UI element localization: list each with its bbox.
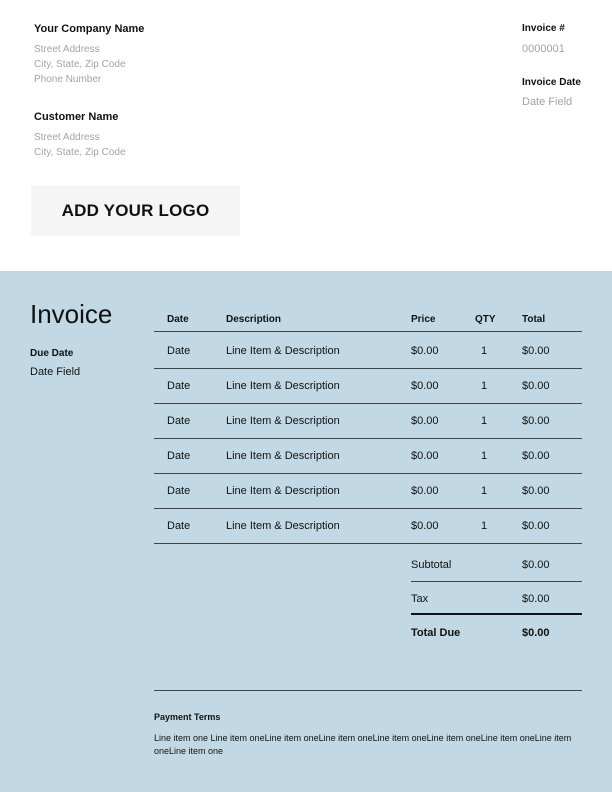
row-4-price: $0.00 xyxy=(411,450,439,462)
row-5-description: Line Item & Description xyxy=(226,485,340,497)
subtotal-value: $0.00 xyxy=(522,559,550,571)
row-2-description: Line Item & Description xyxy=(226,380,340,392)
payment-terms-label: Payment Terms xyxy=(154,712,221,722)
row-2-qty: 1 xyxy=(481,380,488,392)
company-phone: Phone Number xyxy=(34,74,102,85)
header-total: Total xyxy=(522,314,546,325)
row-divider xyxy=(154,473,582,474)
row-4-date: Date xyxy=(167,450,191,462)
row-2-total: $0.00 xyxy=(522,380,550,392)
customer-street: Street Address xyxy=(34,132,100,143)
header-divider xyxy=(154,331,582,332)
logo-placeholder-text: ADD YOUR LOGO xyxy=(61,201,210,220)
row-5-price: $0.00 xyxy=(411,485,439,497)
logo-placeholder[interactable] xyxy=(31,186,240,236)
total-due-value: $0.00 xyxy=(522,627,550,639)
customer-name: Customer Name xyxy=(34,111,119,123)
row-6-date: Date xyxy=(167,520,191,532)
row-divider xyxy=(154,368,582,369)
header-price: Price xyxy=(411,314,436,325)
row-1-price: $0.00 xyxy=(411,345,439,357)
invoice-number: 0000001 xyxy=(522,43,565,55)
company-city: City, State, Zip Code xyxy=(34,59,126,70)
row-2-date: Date xyxy=(167,380,191,392)
header-qty: QTY xyxy=(475,314,496,325)
row-3-price: $0.00 xyxy=(411,415,439,427)
row-6-description: Line Item & Description xyxy=(226,520,340,532)
row-divider xyxy=(154,438,582,439)
table-bottom-divider xyxy=(154,543,582,544)
row-5-total: $0.00 xyxy=(522,485,550,497)
tax-divider xyxy=(411,613,582,615)
payment-terms-divider xyxy=(154,690,582,691)
row-4-description: Line Item & Description xyxy=(226,450,340,462)
customer-city: City, State, Zip Code xyxy=(34,147,126,158)
row-5-date: Date xyxy=(167,485,191,497)
row-divider xyxy=(154,403,582,404)
total-due-label: Total Due xyxy=(411,627,461,639)
row-4-total: $0.00 xyxy=(522,450,550,462)
payment-terms-text: Line item one Line item oneLine item oneLine item oneLine item oneLine item oneLine item oneLine item oneLine item one xyxy=(154,733,572,756)
row-1-description: Line Item & Description xyxy=(226,345,340,357)
due-date-label: Due Date xyxy=(30,348,74,359)
header-date: Date xyxy=(167,314,189,325)
row-1-total: $0.00 xyxy=(522,345,550,357)
tax-label: Tax xyxy=(411,593,429,605)
row-6-qty: 1 xyxy=(481,520,488,532)
row-divider xyxy=(154,508,582,509)
invoice-date: Date Field xyxy=(522,96,573,108)
row-3-total: $0.00 xyxy=(522,415,550,427)
subtotal-divider xyxy=(411,581,582,582)
row-3-date: Date xyxy=(167,415,191,427)
tax-value: $0.00 xyxy=(522,593,550,605)
invoice-date-label: Invoice Date xyxy=(522,77,581,88)
invoice-number-label: Invoice # xyxy=(522,23,565,34)
due-date-value: Date Field xyxy=(30,366,81,378)
row-5-qty: 1 xyxy=(481,485,488,497)
row-2-price: $0.00 xyxy=(411,380,439,392)
company-name: Your Company Name xyxy=(34,23,145,35)
row-6-price: $0.00 xyxy=(411,520,439,532)
row-1-qty: 1 xyxy=(481,345,488,357)
subtotal-label: Subtotal xyxy=(411,559,452,571)
company-street: Street Address xyxy=(34,44,100,55)
row-4-qty: 1 xyxy=(481,450,488,462)
row-1-date: Date xyxy=(167,345,191,357)
row-6-total: $0.00 xyxy=(522,520,550,532)
row-3-qty: 1 xyxy=(481,415,488,427)
header-description: Description xyxy=(226,314,282,325)
invoice-title: Invoice xyxy=(30,299,113,329)
row-3-description: Line Item & Description xyxy=(226,415,340,427)
